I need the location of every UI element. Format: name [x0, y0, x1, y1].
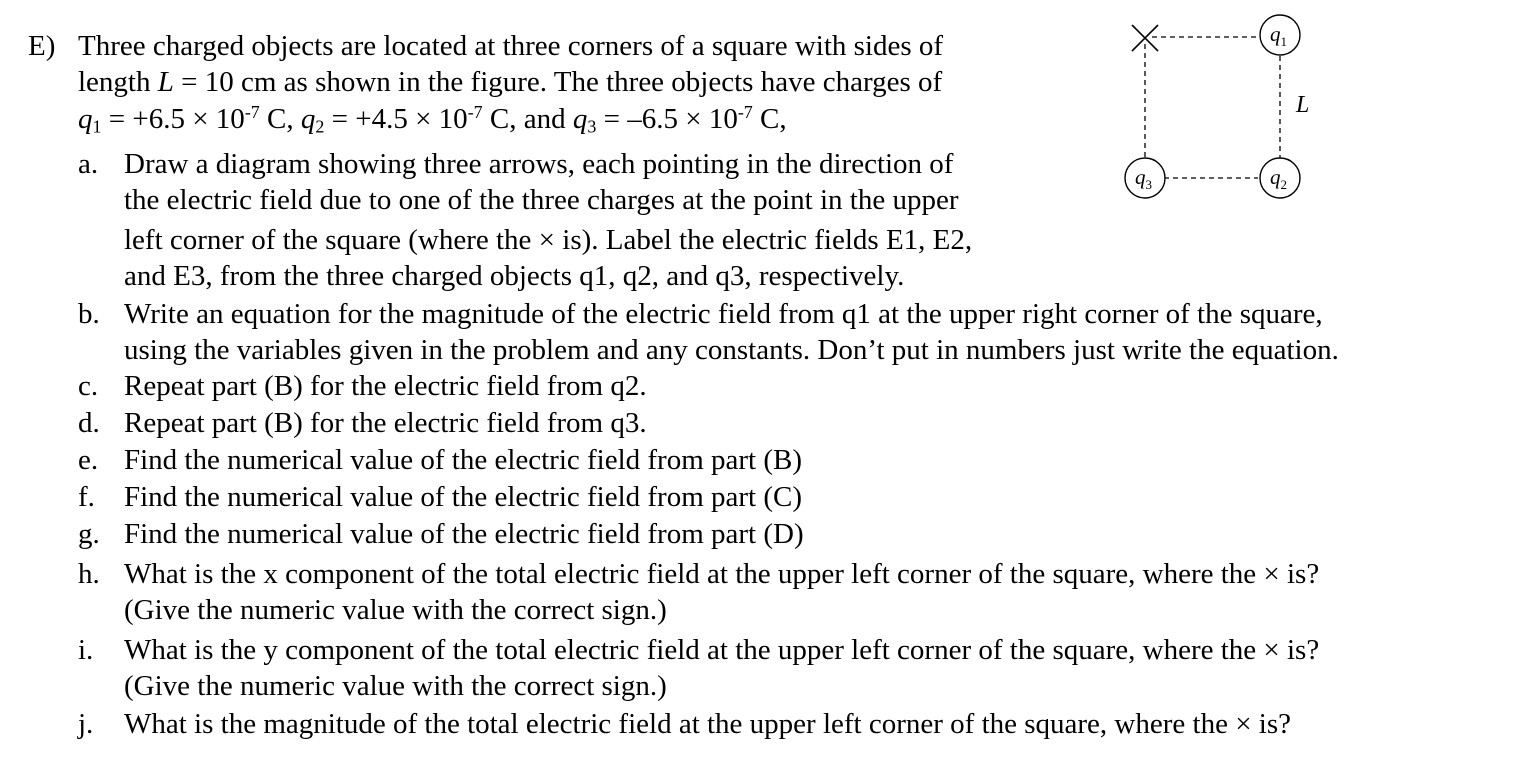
- part-j-marker: j.: [78, 708, 94, 740]
- part-c-marker: c.: [78, 370, 99, 402]
- q2-label: $q_2$: [1270, 165, 1287, 192]
- part-g-marker: g.: [78, 518, 100, 550]
- length-variable: L: [157, 66, 174, 98]
- charge-square-diagram: [1118, 10, 1318, 200]
- part-i-marker: i.: [78, 634, 94, 666]
- intro-line-2-a: length: [78, 66, 158, 98]
- part-b-marker: b.: [78, 298, 100, 330]
- q2-exponent: -7: [467, 102, 483, 123]
- q3-exponent: -7: [737, 102, 753, 123]
- part-i-line-1: What is the y component of the total electric field at the upper left corner of the square, where the × is?: [124, 634, 1320, 666]
- part-a-line-3: left corner of the square (where the × is). Label the electric fields E1, E2,: [124, 224, 973, 256]
- q1-unit: C,: [259, 103, 301, 135]
- part-f-line-1: Find the numerical value of the electric field from part (C): [124, 481, 803, 513]
- intro-line-2: [78, 64, 942, 100]
- q3-sub: 3: [587, 116, 597, 137]
- q1-exponent: -7: [244, 102, 260, 123]
- part-h-line-2: (Give the numeric value with the correct sign.): [124, 594, 667, 626]
- part-a-line-2: the electric field due to one of the three charges at the point in the upper: [124, 184, 959, 216]
- part-e-marker: e.: [78, 444, 99, 476]
- q1-sub: 1: [92, 116, 102, 137]
- q2-sub: 2: [315, 116, 325, 137]
- problem-label: E): [28, 30, 56, 62]
- part-c-line-1: Repeat part (B) for the electric field from q2.: [124, 370, 647, 402]
- part-d-marker: d.: [78, 407, 100, 439]
- q3-value: = –6.5 × 10: [596, 103, 738, 135]
- q3-label: $q_3$: [1135, 165, 1152, 192]
- intro-line-2-b: = 10 cm as shown in the figure. The three objects have charges of: [173, 66, 943, 98]
- q2-var: q: [300, 103, 316, 135]
- q1-label: $q_1$: [1270, 22, 1287, 49]
- part-a-marker: a.: [78, 148, 99, 180]
- part-f-marker: f.: [78, 481, 95, 513]
- intro-line-3-charges: [78, 101, 787, 137]
- part-b-line-2: using the variables given in the problem and any constants. Don’t put in numbers just write the equation.: [124, 334, 1339, 366]
- side-length-label: L: [1296, 92, 1310, 118]
- q3-var: q: [572, 103, 588, 135]
- part-g-line-1: Find the numerical value of the electric field from part (D): [124, 518, 804, 550]
- part-d-line-1: Repeat part (B) for the electric field from q3.: [124, 407, 647, 439]
- q2-value: = +4.5 × 10: [324, 103, 468, 135]
- part-i-line-2: (Give the numeric value with the correct sign.): [124, 670, 667, 702]
- part-h-line-1: What is the x component of the total electric field at the upper left corner of the square, where the × is?: [124, 558, 1320, 590]
- q1-var: q: [78, 103, 93, 135]
- part-a-line-1: Draw a diagram showing three arrows, each pointing in the direction of: [124, 148, 954, 180]
- part-e-line-1: Find the numerical value of the electric field from part (B): [124, 444, 803, 476]
- part-j-line-1: What is the magnitude of the total electric field at the upper left corner of the square, where the × is?: [124, 708, 1292, 740]
- part-h-marker: h.: [78, 558, 100, 590]
- part-a-line-4: and E3, from the three charged objects q1, q2, and q3, respectively.: [124, 260, 905, 292]
- q2-unit: C, and: [482, 103, 573, 135]
- part-b-line-1: Write an equation for the magnitude of the electric field from q1 at the upper right corner of the square,: [124, 298, 1323, 330]
- q3-unit: C,: [752, 103, 787, 135]
- q1-value: = +6.5 × 10: [101, 103, 245, 135]
- intro-line-1: Three charged objects are located at three corners of a square with sides of: [78, 30, 944, 62]
